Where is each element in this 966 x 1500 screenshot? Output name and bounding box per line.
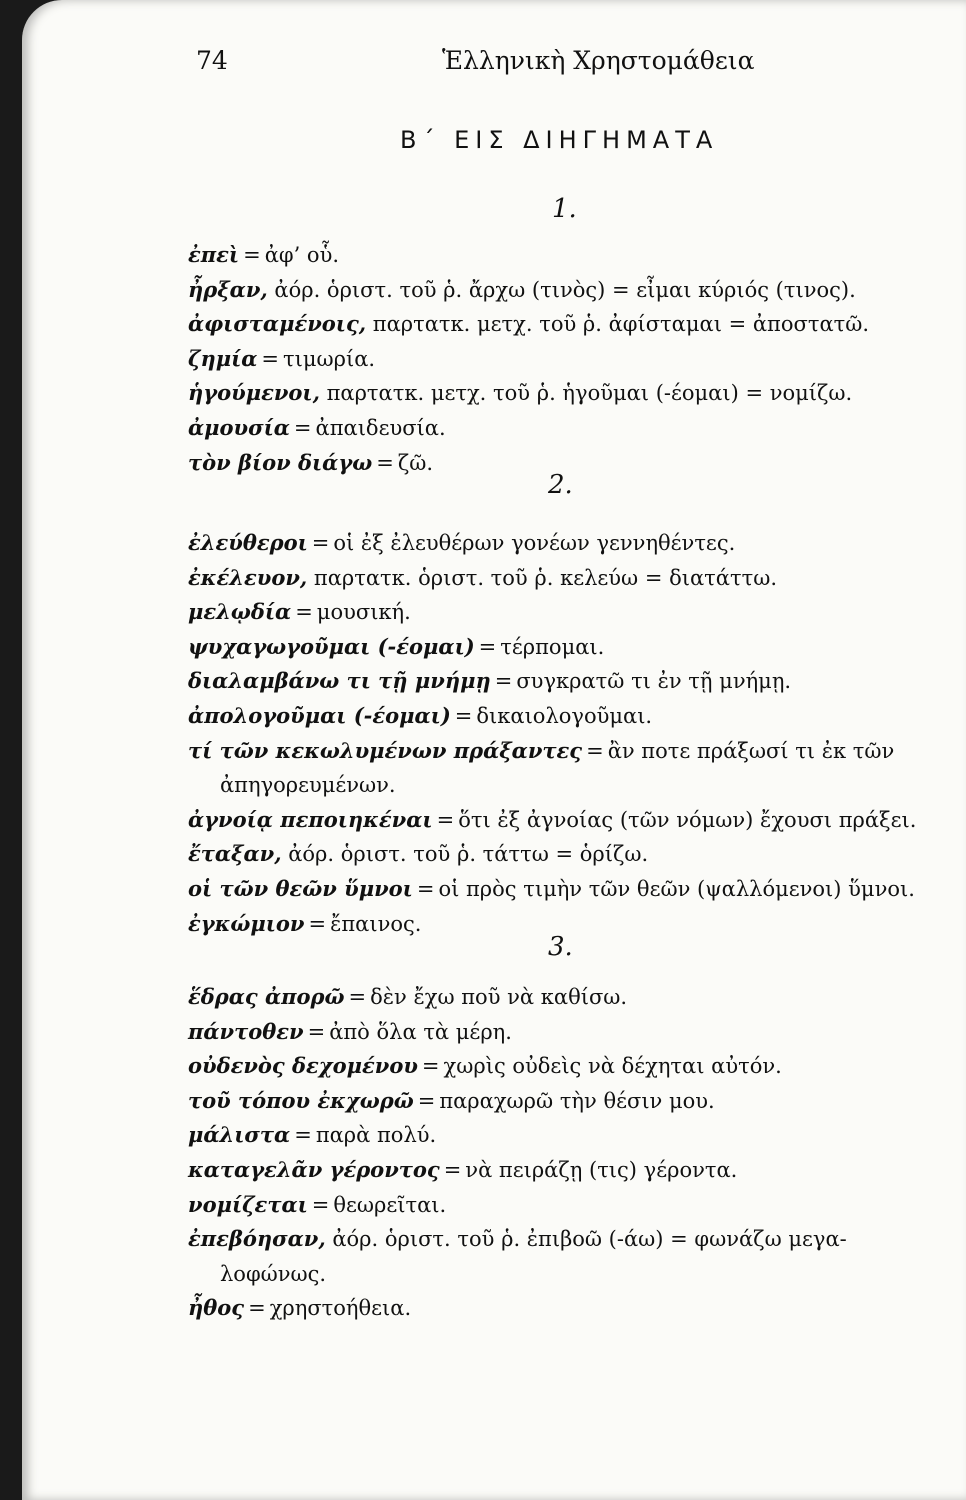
glossary-term: ψυχαγωγοῦμαι (-έομαι) xyxy=(188,633,475,659)
glossary-continuation: ἀπηγορευμένων. xyxy=(220,773,396,798)
glossary-entry xyxy=(188,699,926,734)
glossary-entry xyxy=(188,342,926,377)
glossary-definition: ἀόρ. ὁριστ. τοῦ ῥ. ἐπιβοῶ (-άω) = φωνάζω μεγα- xyxy=(332,1227,847,1252)
section-number-3: 3. xyxy=(548,932,573,962)
glossary-entry xyxy=(188,1222,926,1257)
glossary-term: πάντοθεν xyxy=(188,1018,304,1044)
glossary-definition: συγκρατῶ τι ἐν τῇ μνήμῃ. xyxy=(516,669,792,694)
glossary-term: τί τῶν κεκωλυμένων πράξαντες xyxy=(188,737,583,763)
glossary-term: ἐγκώμιον xyxy=(188,910,305,936)
glossary-section-3 xyxy=(188,980,926,1326)
glossary-term: ἡγούμενοι, xyxy=(188,380,320,406)
section-number-2: 2. xyxy=(548,470,573,500)
glossary-definition: χρηστοήθεια. xyxy=(269,1296,412,1321)
glossary-definition: παρὰ πολύ. xyxy=(315,1123,437,1148)
equals-sign: = xyxy=(478,634,497,659)
glossary-definition: ἀόρ. ὁριστ. τοῦ ῥ. τάττω = ὁρίζω. xyxy=(288,842,649,867)
section-title: Β΄ ΕΙΣ ΔΙΗΓΗΜΑΤΑ xyxy=(400,126,719,154)
glossary-entry xyxy=(188,273,926,308)
glossary-entry xyxy=(188,526,926,561)
equals-sign: = xyxy=(417,1088,436,1113)
glossary-definition: μουσική. xyxy=(316,600,411,625)
equals-sign: = xyxy=(261,346,280,371)
glossary-definition: παρτατκ. μετχ. τοῦ ῥ. ἀφίσταμαι = ἀποστατῶ. xyxy=(372,312,870,337)
glossary-definition: παρτατκ. ὁριστ. τοῦ ῥ. κελεύω = διατάττω. xyxy=(313,565,777,590)
glossary-term: ἐπεὶ xyxy=(188,242,240,267)
glossary-term: τοῦ τόπου ἐκχωρῶ xyxy=(188,1087,414,1113)
glossary-entry xyxy=(188,1118,926,1153)
glossary-section-2 xyxy=(188,526,926,941)
glossary-entry xyxy=(188,734,926,769)
glossary-entry xyxy=(188,630,926,665)
glossary-definition: οἱ ἐξ ἐλευθέρων γονέων γεννηθέντες. xyxy=(333,531,736,555)
glossary-definition: δικαιολογοῦμαι. xyxy=(476,703,653,728)
glossary-definition: ἂν ποτε πράξωσί τι ἐκ τῶν xyxy=(607,738,895,763)
glossary-entry xyxy=(188,803,926,838)
book-page xyxy=(22,0,966,1500)
glossary-definition: ἀφ’ οὗ. xyxy=(264,243,340,267)
glossary-definition: ἀπαιδευσία. xyxy=(315,415,446,440)
glossary-term: μελῳδία xyxy=(188,599,292,625)
glossary-continuation: λοφώνως. xyxy=(220,1261,327,1286)
equals-sign: = xyxy=(348,985,367,1009)
equals-sign: = xyxy=(248,1296,266,1321)
glossary-entry xyxy=(188,1015,926,1050)
page-header xyxy=(22,46,966,86)
equals-sign: = xyxy=(294,1123,312,1148)
glossary-term: ἦθος xyxy=(188,1295,245,1321)
glossary-entry xyxy=(188,1153,926,1188)
equals-sign: = xyxy=(421,1054,440,1079)
glossary-entry xyxy=(188,307,926,342)
glossary-entry xyxy=(188,872,926,907)
glossary-term: ἀπολογοῦμαι (-έομαι) xyxy=(188,702,451,728)
glossary-entry xyxy=(188,376,926,411)
glossary-term: νομίζεται xyxy=(188,1191,308,1217)
glossary-term: μάλιστα xyxy=(188,1122,291,1148)
glossary-entry xyxy=(188,1084,926,1119)
equals-sign: = xyxy=(311,531,330,555)
equals-sign: = xyxy=(416,876,435,901)
equals-sign: = xyxy=(295,600,313,625)
running-head: Ἑλληνικὴ Χρηστομάθεια xyxy=(442,46,755,75)
glossary-entry xyxy=(188,411,926,446)
equals-sign: = xyxy=(454,703,473,728)
glossary-definition: τιμωρία. xyxy=(283,346,376,371)
glossary-term: ἀγνοίᾳ πεποιηκέναι xyxy=(188,806,433,832)
glossary-entry xyxy=(188,1291,926,1326)
glossary-definition: ὅτι ἐξ ἀγνοίας (τῶν νόμων) ἔχουσι πράξει. xyxy=(458,807,917,832)
glossary-section-1 xyxy=(188,238,926,480)
equals-sign: = xyxy=(307,1019,326,1044)
glossary-definition: παραχωρῶ τὴν θέσιν μου. xyxy=(439,1088,715,1113)
glossary-entry xyxy=(188,1049,926,1084)
glossary-term: ἐλεύθεροι xyxy=(188,530,308,555)
glossary-entry xyxy=(188,561,926,596)
glossary-term: οἱ τῶν θεῶν ὕμνοι xyxy=(188,875,413,901)
equals-sign: = xyxy=(311,1192,330,1217)
glossary-term: ἦρξαν, xyxy=(188,276,268,302)
glossary-definition: θεωρεῖται. xyxy=(333,1192,447,1217)
glossary-entry xyxy=(188,595,926,630)
equals-sign: = xyxy=(243,243,261,267)
equals-sign: = xyxy=(494,669,513,694)
glossary-entry xyxy=(188,238,926,273)
equals-sign: = xyxy=(376,450,394,475)
glossary-term: ζημία xyxy=(188,345,258,371)
glossary-definition: νὰ πειράζῃ (τις) γέροντα. xyxy=(465,1157,738,1182)
glossary-entry xyxy=(188,1188,926,1223)
glossary-definition: οἱ πρὸς τιμὴν τῶν θεῶν (ψαλλόμενοι) ὕμνοι. xyxy=(438,876,915,901)
glossary-definition: ζῶ. xyxy=(397,450,433,475)
glossary-term: διαλαμβάνω τι τῇ μνήμῃ xyxy=(188,668,491,694)
glossary-term: καταγελᾶν γέροντος xyxy=(188,1156,440,1182)
equals-sign: = xyxy=(443,1157,462,1182)
glossary-definition: τέρπομαι. xyxy=(500,634,605,659)
equals-sign: = xyxy=(436,807,455,832)
glossary-definition: ἔπαινος. xyxy=(330,911,422,936)
glossary-term: ἀφισταμένοις, xyxy=(188,311,367,337)
equals-sign: = xyxy=(308,911,327,936)
glossary-definition: παρτατκ. μετχ. τοῦ ῥ. ἡγοῦμαι (-έομαι) = νομίζω. xyxy=(326,381,853,406)
glossary-entry xyxy=(188,664,926,699)
glossary-entry xyxy=(188,980,926,1015)
glossary-entry xyxy=(188,837,926,872)
equals-sign: = xyxy=(293,415,312,440)
glossary-definition: χωρὶς οὐδεὶς νὰ δέχηται αὐτόν. xyxy=(443,1054,782,1079)
glossary-term: ἕδρας ἀπορῶ xyxy=(188,984,345,1009)
glossary-term: ἔταξαν, xyxy=(188,841,282,867)
glossary-term: ἐπεβόησαν, xyxy=(188,1226,326,1252)
glossary-term: ἐκέλευον, xyxy=(188,564,308,590)
page-number: 74 xyxy=(196,46,228,75)
section-number-1: 1. xyxy=(552,194,577,224)
equals-sign: = xyxy=(586,738,604,763)
glossary-definition: ἀπὸ ὅλα τὰ μέρη. xyxy=(329,1019,512,1044)
glossary-definition: δὲν ἔχω ποῦ νὰ καθίσω. xyxy=(370,985,628,1009)
glossary-term: οὐδενὸς δεχομένου xyxy=(188,1053,418,1079)
glossary-term: ἀμουσία xyxy=(188,414,290,440)
glossary-term: τὸν βίον διάγω xyxy=(188,449,373,475)
glossary-definition: ἀόρ. ὁριστ. τοῦ ῥ. ἄρχω (τινὸς) = εἶμαι κύριός (τινος). xyxy=(274,277,856,302)
